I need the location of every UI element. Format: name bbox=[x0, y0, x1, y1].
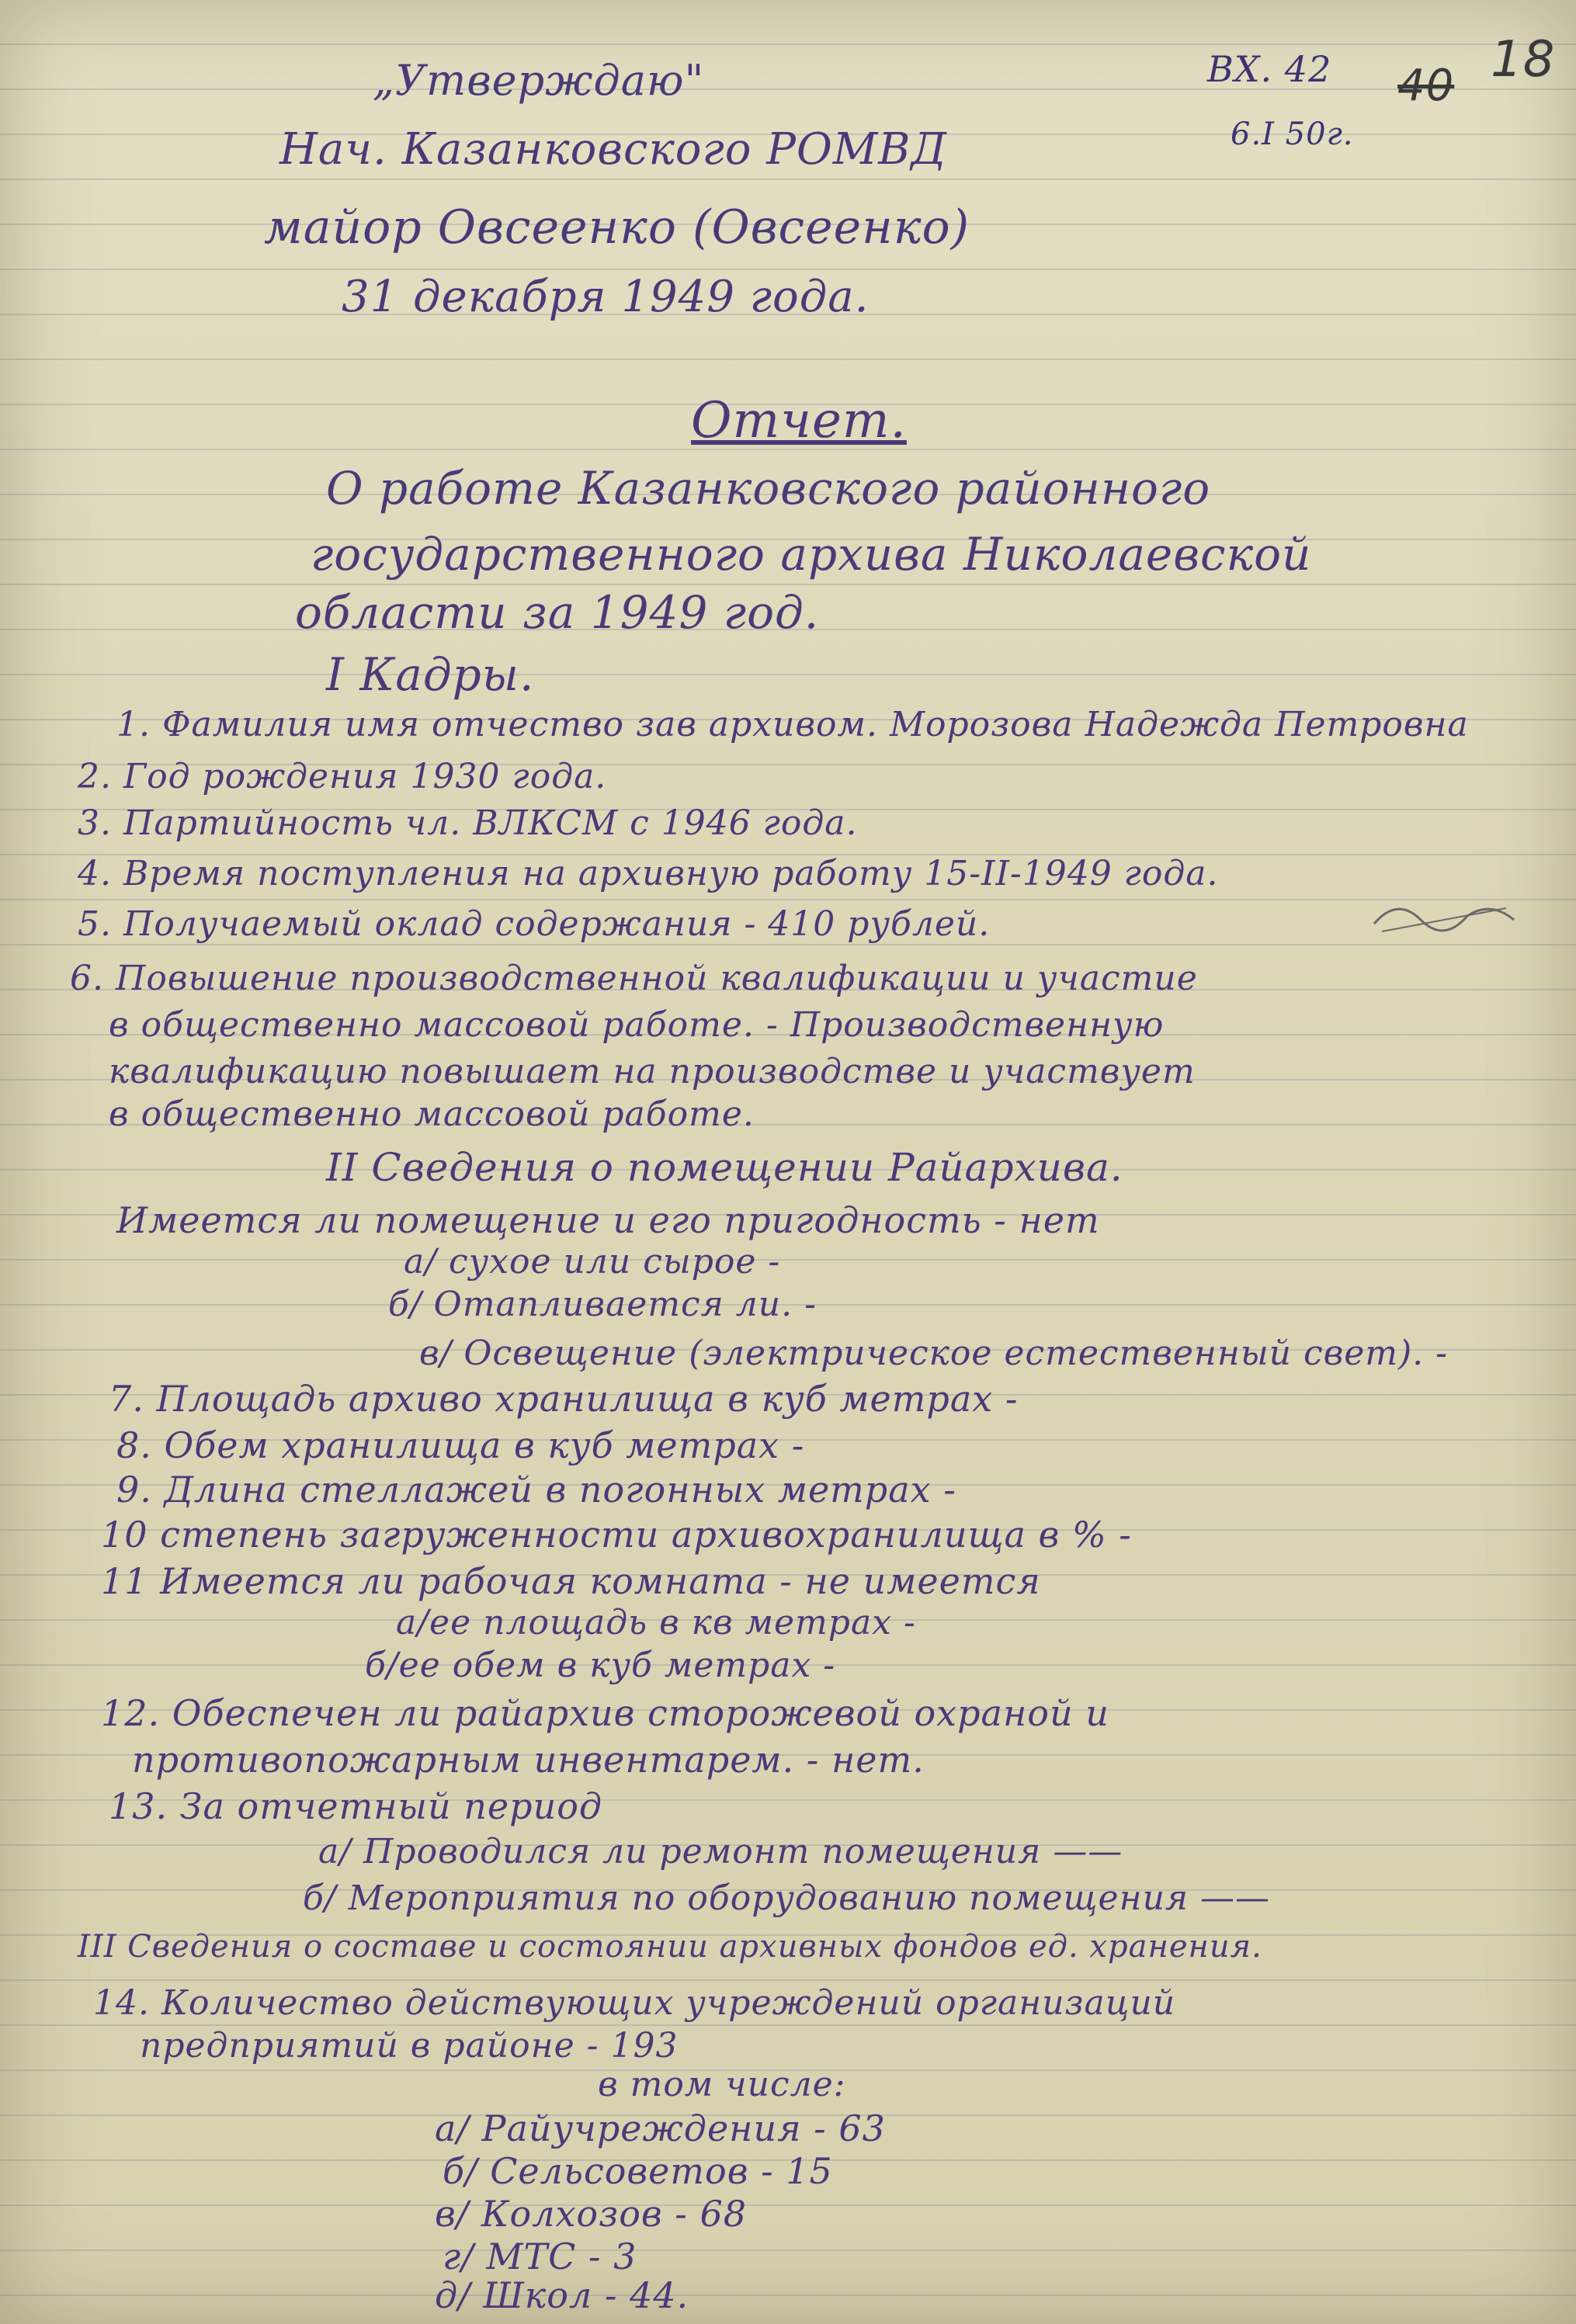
report-title-line-2: государственного архива Николаевской bbox=[311, 528, 1312, 581]
struck-sheet-number: 40 bbox=[1397, 61, 1455, 111]
section-1-item: 3. Партийность чл. ВЛКСМ с 1946 года. bbox=[78, 803, 858, 843]
section-1-item: квалификацию повышает на производстве и участвует bbox=[109, 1052, 1196, 1091]
section-2-item: 8. Обем хранилища в куб метрах - bbox=[116, 1424, 805, 1466]
section-2-item: 10 степень загруженности архивохранилища в % - bbox=[101, 1514, 1132, 1556]
section-1-item: в общественно массовой работе. - Производственную bbox=[109, 1005, 1165, 1045]
section-2-item: б/ Отапливается ли. - bbox=[388, 1285, 817, 1324]
section-2-item: а/ сухое или сырое - bbox=[404, 1242, 781, 1282]
section-2-item: 11 Имеется ли рабочая комната - не имеется bbox=[101, 1560, 1041, 1602]
section-2-heading: II Сведения о помещении Райархива. bbox=[326, 1145, 1123, 1190]
section-1-item: 1. Фамилия имя отчество зав архивом. Морозова Надежда Петровна bbox=[116, 705, 1469, 744]
section-3-item: 14. Количество действующих учреждений организаций bbox=[93, 1983, 1176, 2023]
section-3-item: б/ Сельсоветов - 15 bbox=[443, 2150, 833, 2192]
section-1-heading: I Кадры. bbox=[326, 648, 535, 701]
section-2-item: 13. За отчетный период bbox=[109, 1785, 603, 1827]
section-3-item: а/ Райучреждения - 63 bbox=[435, 2107, 886, 2149]
section-3-heading: III Сведения о составе и состоянии архивных фондов ед. хранения. bbox=[78, 1929, 1262, 1965]
section-2-item: б/ Мероприятия по оборудованию помещения —— bbox=[303, 1878, 1271, 1918]
section-2-item: а/ Проводился ли ремонт помещения —— bbox=[318, 1832, 1123, 1871]
registry-number: ВХ. 42 bbox=[1207, 48, 1332, 90]
section-2-item: противопожарным инвентарем. - нет. bbox=[132, 1739, 925, 1781]
section-2-item: в/ Освещение (электрическое естественный свет). - bbox=[419, 1334, 1449, 1373]
report-heading: Отчет. bbox=[691, 392, 907, 449]
sheet-number: 18 bbox=[1491, 31, 1556, 88]
section-2-item: 12. Обеспечен ли райархив сторожевой охраной и bbox=[101, 1692, 1109, 1734]
section-1-item: 4. Время поступления на архивную работу 15-II-1949 года. bbox=[78, 854, 1219, 893]
section-2-item: 9. Длина стеллажей в погонных метрах - bbox=[116, 1469, 956, 1511]
registry-date: 6.I 50г. bbox=[1231, 116, 1354, 152]
section-1-item: 6. Повышение производственной квалификации и участие bbox=[70, 959, 1198, 998]
section-1-item: в общественно массовой работе. bbox=[109, 1094, 755, 1134]
approval-date: 31 декабря 1949 года. bbox=[342, 272, 870, 322]
section-2-item: Имеется ли помещение и его пригодность - нет bbox=[116, 1199, 1100, 1241]
section-3-item: д/ Школ - 44. bbox=[435, 2274, 689, 2316]
section-2-item: б/ее обем в куб метрах - bbox=[365, 1646, 836, 1685]
report-title-line-1: О работе Казанковского районного bbox=[326, 462, 1211, 515]
section-1-item: 2. Год рождения 1930 года. bbox=[78, 757, 607, 796]
section-3-item: предприятий в районе - 193 bbox=[140, 2026, 679, 2066]
report-title-line-3: области за 1949 год. bbox=[295, 586, 820, 639]
approval-chief: Нач. Казанковского РОМВД bbox=[279, 124, 947, 175]
section-2-item: 7. Площадь архиво хранилища в куб метрах - bbox=[109, 1378, 1019, 1420]
pencil-mark-icon bbox=[1366, 893, 1522, 939]
section-3-item: г/ МТС - 3 bbox=[443, 2236, 637, 2277]
section-1-item: 5. Получаемый оклад содержания - 410 рублей. bbox=[78, 904, 991, 944]
section-3-item: в том числе: bbox=[598, 2065, 846, 2104]
section-3-item: в/ Колхозов - 68 bbox=[435, 2193, 747, 2235]
section-2-item: а/ее площадь в кв метрах - bbox=[396, 1603, 916, 1642]
approval-stamp: „Утверждаю" bbox=[373, 56, 705, 105]
approval-major: майор Овсеенко (Овсеенко) bbox=[264, 200, 970, 255]
